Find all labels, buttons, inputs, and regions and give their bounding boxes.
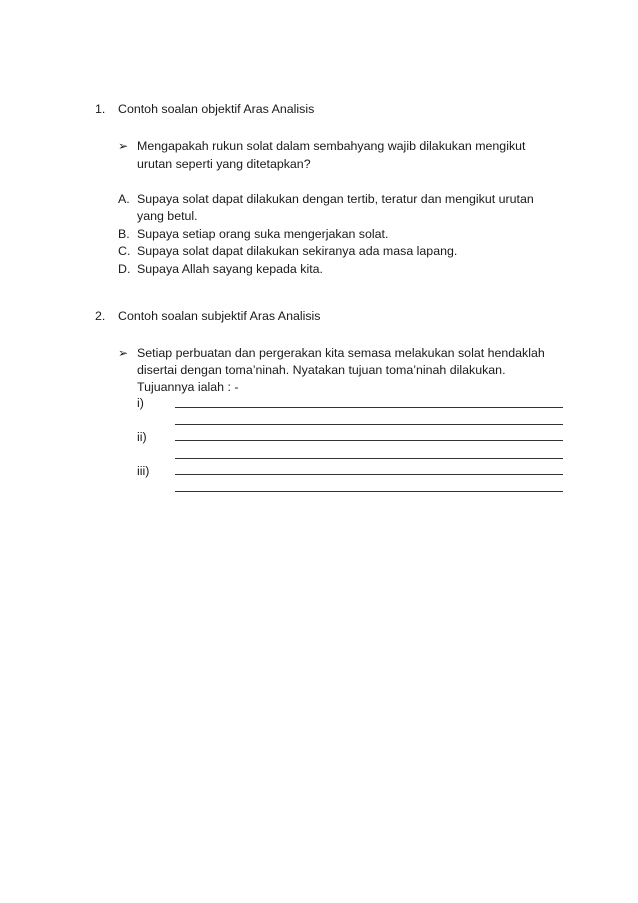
q2-prompt-line3: Tujuannya ialah : -: [137, 380, 239, 394]
q1-option-a-line2: yang betul.: [137, 209, 198, 223]
answer-line: [175, 424, 563, 425]
q1-option-letter: D.: [118, 262, 131, 276]
q2-prompt-line1: Setiap perbuatan dan pergerakan kita semasa melakukan solat hendaklah: [137, 346, 545, 360]
q1-heading: Contoh soalan objektif Aras Analisis: [118, 102, 315, 116]
q1-option-b: Supaya setiap orang suka mengerjakan solat.: [137, 227, 389, 241]
q1-option-letter: B.: [118, 227, 130, 241]
q1-option-letter: A.: [118, 192, 130, 206]
q1-number: 1.: [95, 102, 106, 116]
q1-question-line2: urutan seperti yang ditetapkan?: [137, 157, 311, 171]
answer-label-ii: ii): [137, 430, 147, 444]
answer-line: [175, 440, 563, 441]
answer-line: [175, 407, 563, 408]
q2-prompt-line2: disertai dengan toma’ninah. Nyatakan tujuan toma’ninah dilakukan.: [137, 363, 506, 377]
q1-question-line1: Mengapakah rukun solat dalam sembahyang wajib dilakukan mengikut: [137, 139, 526, 153]
arrow-bullet-icon: ➢: [118, 346, 129, 360]
q1-option-letter: C.: [118, 244, 131, 258]
q2-number: 2.: [95, 309, 106, 323]
answer-line: [175, 458, 563, 459]
q2-heading: Contoh soalan subjektif Aras Analisis: [118, 309, 321, 323]
answer-line: [175, 474, 563, 475]
q1-option-a-line1: Supaya solat dapat dilakukan dengan tertib, teratur dan mengikut urutan: [137, 192, 534, 206]
q1-option-d: Supaya Allah sayang kepada kita.: [137, 262, 323, 276]
q1-option-c: Supaya solat dapat dilakukan sekiranya ada masa lapang.: [137, 244, 458, 258]
answer-line: [175, 491, 563, 492]
arrow-bullet-icon: ➢: [118, 139, 129, 153]
answer-label-iii: iii): [137, 464, 150, 478]
answer-label-i: i): [137, 396, 144, 410]
